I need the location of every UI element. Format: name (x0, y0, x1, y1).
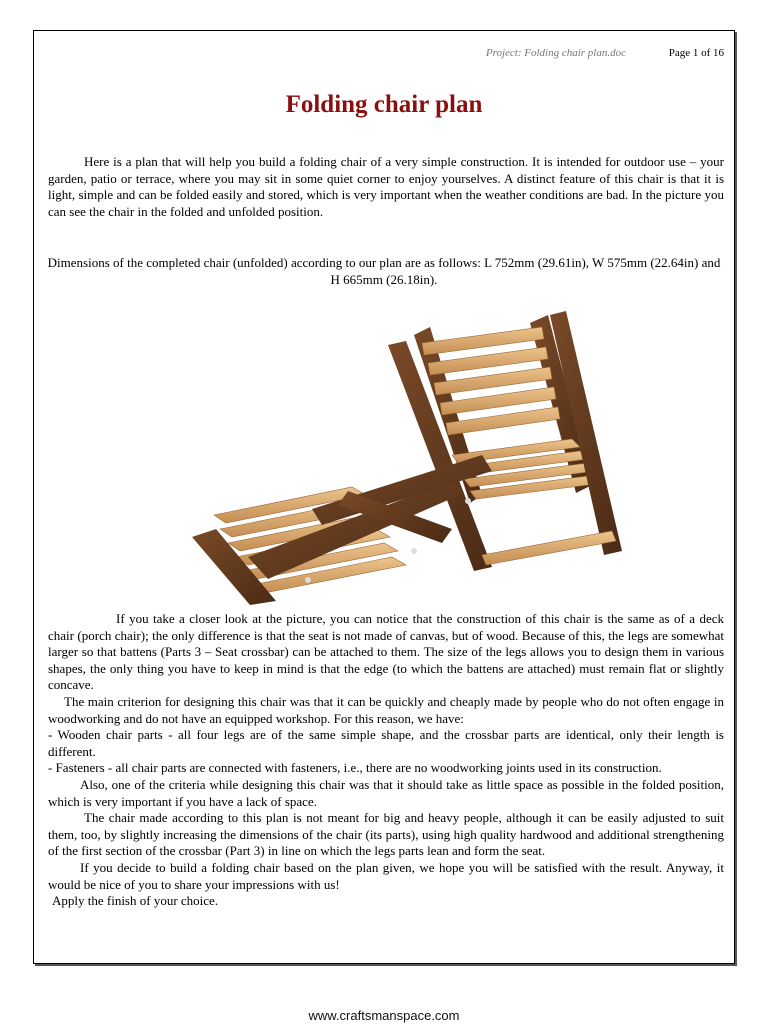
intro-paragraph (48, 154, 724, 220)
body-paragraph-4: - Fasteners - all chair parts are connected with fasteners, i.e., there are no woodworking joints used in its construction. (48, 760, 662, 776)
chair-illustration (152, 305, 622, 605)
body-paragraph-2: The main criterion for designing this chair was that it can be quickly and cheaply made by people who do not often engage in woodworking and do not have an equipped workshop. For this reason, we have: (48, 693, 724, 726)
project-filename: Project: Folding chair plan.doc (485, 47, 626, 59)
body-paragraph-8: Apply the finish of your choice. (52, 893, 219, 909)
body-paragraph-7: If you decide to build a folding chair based on the plan given, we hope you will be satisfied with the result. Anyway, it would be nice of you to share your impressions with us! (48, 859, 724, 892)
page-number: Page 1 of 16 (668, 47, 724, 59)
body-paragraph-3: - Wooden chair parts - all four legs are of the same simple shape, and the crossbar parts are identical, only their length is different. (48, 727, 724, 759)
page-title: Folding chair plan (285, 91, 483, 118)
footer-url: www.craftsmanspace.com (308, 1008, 460, 1023)
intro-text: Here is a plan that will help you build a folding chair of a very simple construction. It is intended for outdoor use – your garden, patio or terrace, where you may sit in some quiet corner to enjoy yourselves. A distinct feature of this chair is that it is light, simple and can be folded easily and stored, which is very important when the weather conditions are bad. In the picture you can see the chair in the folded and unfolded position. (48, 154, 724, 219)
document-page (33, 30, 735, 964)
body-text (48, 611, 724, 910)
page-header (34, 45, 734, 61)
body-paragraph-6: The chair made according to this plan is not meant for big and heavy people, although it can be easily adjusted to suit them, too, by slightly increasing the dimensions of the chair (its parts), using high quality hardwood and additional strengthening of the first section of the crossbar (Part 3) in line on which the legs parts lean and form the seat. (48, 810, 724, 859)
body-paragraph-1: If you take a closer look at the picture, you can notice that the construction of this chair is the same as of a deck chair (porch chair); the only difference is that the seat is not made of canvas, but of wood. Because of this, the legs are somewhat larger so that battens (Parts 3 – Seat crossbar) can be attached to them. The size of the legs allows you to design them in various shapes, the only thing you have to keep in mind is that the edge (to which the battens are attached) must remain flat or slightly concave. (48, 611, 724, 693)
body-paragraph-5: Also, one of the criteria while designing this chair was that it should take as little space as possible in the folded position, which is very important if you have a lack of space. (48, 776, 724, 809)
dimensions-paragraph: Dimensions of the completed chair (unfolded) according to our plan are as follows: L 752mm (29.61in), W 575mm (22.64in) and H 665mm (26.18in). (47, 255, 721, 287)
